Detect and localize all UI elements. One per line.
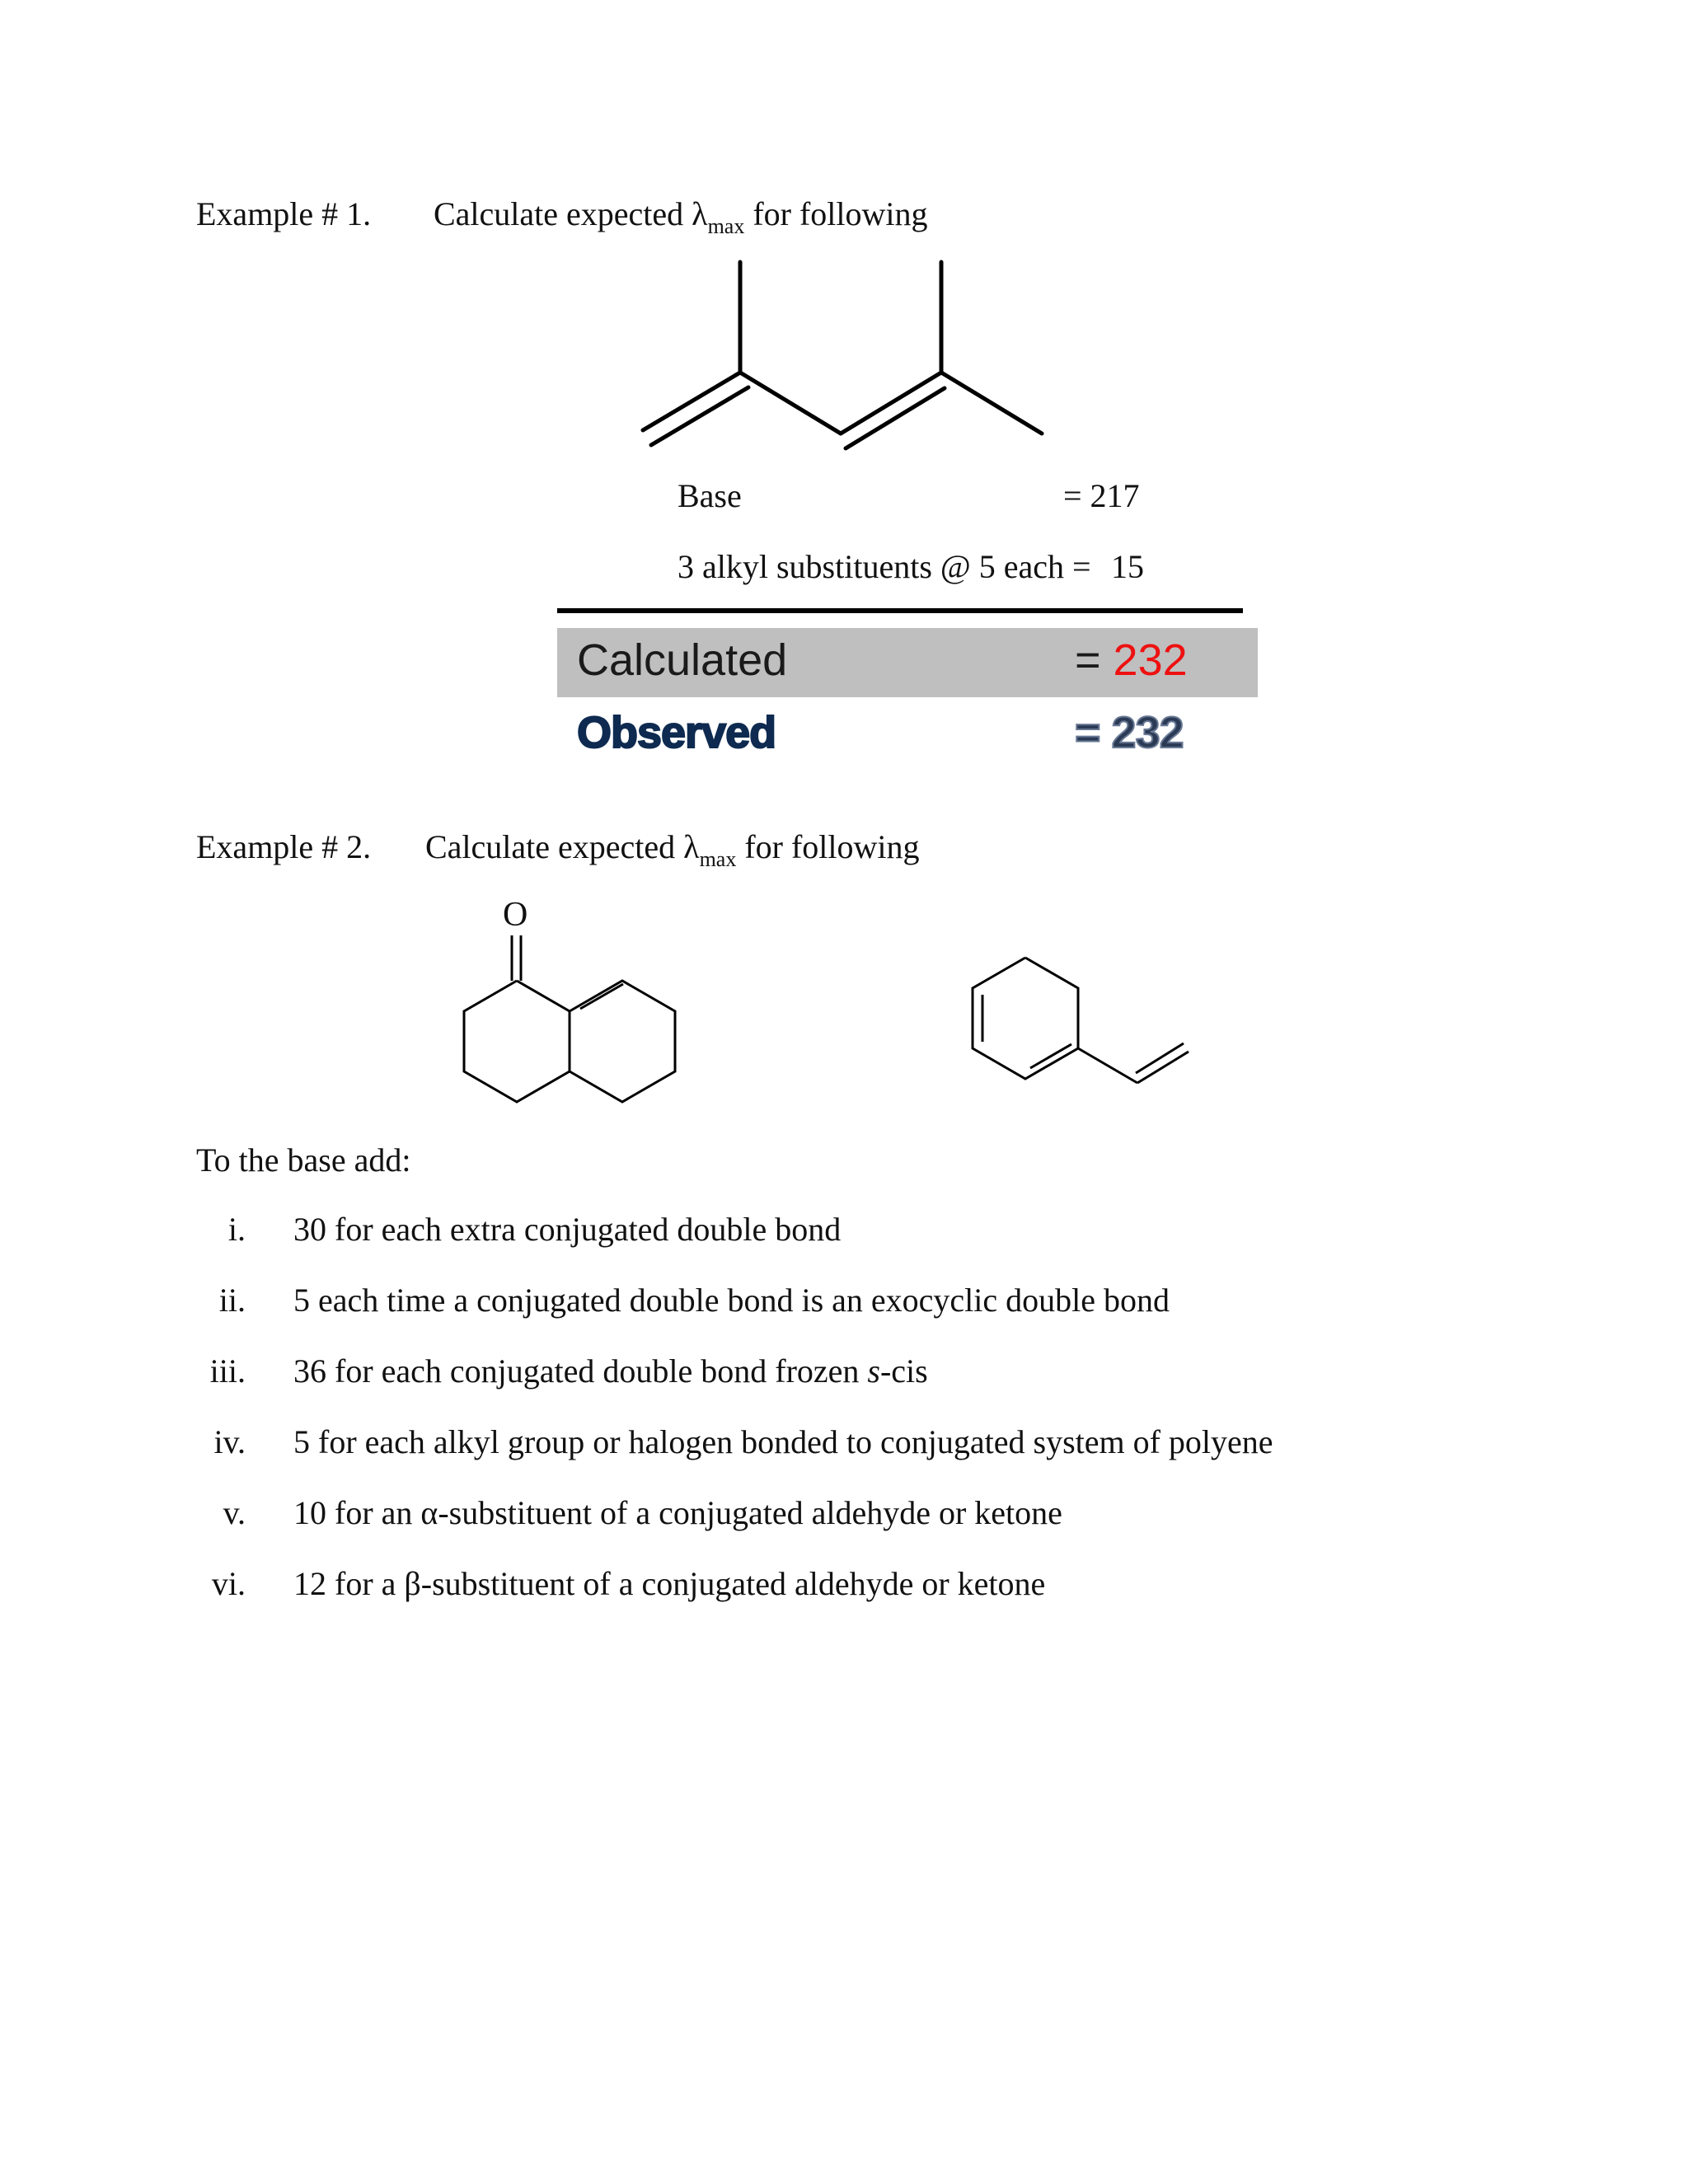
calculated-eq: =: [1075, 635, 1114, 685]
example2-label: Example # 2.: [196, 828, 372, 865]
rule-3-text: [293, 1352, 928, 1390]
ring-left: [464, 981, 570, 1102]
oxygen-atom-label: O: [503, 896, 528, 934]
calculated-label: Calculated: [577, 635, 788, 685]
calculated-result: [1075, 635, 1188, 686]
rule-2-text: 5 each time a conjugated double bond is an exocyclic double bond: [293, 1282, 1170, 1319]
base-value: = 217: [1063, 477, 1140, 514]
example2-prompt-sub: max: [699, 847, 737, 871]
rule-5-num: v.: [223, 1494, 246, 1531]
bond-center-double-b: [846, 388, 945, 448]
ring-cyclohexadiene: [973, 958, 1078, 1079]
example1-prompt-suffix: for following: [744, 195, 928, 232]
example1-label: Example # 1.: [196, 195, 372, 232]
example2-prompt: [425, 827, 920, 872]
example1-prompt: [434, 194, 928, 239]
observed-value: = 232: [1075, 708, 1184, 757]
bond-fusion-double: [580, 984, 623, 1009]
rule-2-num: ii.: [218, 1282, 246, 1319]
rule-5-text: 10 for an α-substituent of a conjugated aldehyde or ketone: [293, 1494, 1062, 1531]
bond-methyl-right: [941, 373, 1042, 434]
rule-3-text-post: -cis: [879, 1352, 928, 1390]
bond-vinyl-double-a: [1137, 1052, 1189, 1083]
bond-vinyl-single: [1078, 1048, 1137, 1083]
rule-3-text-pre: 36 for each conjugated double bond frozen: [293, 1352, 868, 1390]
calculated-value: 232: [1113, 635, 1188, 685]
ring-right: [570, 981, 675, 1102]
alkyl-label: 3 alkyl substituents @ 5 each =: [678, 548, 1091, 585]
rule-6-num: vi.: [211, 1565, 246, 1602]
example1-prompt-sub: max: [707, 214, 745, 238]
bond-vinyl-double-b: [1136, 1043, 1184, 1073]
sum-rule: [557, 608, 1243, 613]
bond-center-double-a: [841, 373, 941, 434]
rule-4-num: iv.: [213, 1423, 246, 1460]
example1-prompt-prefix: Calculate expected λ: [434, 195, 708, 232]
observed-label: Observed: [577, 708, 776, 757]
base-label: Base: [678, 477, 742, 514]
bond-center-left: [740, 373, 841, 434]
rule-6-text: 12 for a β-substituent of a conjugated aldehyde or ketone: [293, 1565, 1046, 1602]
bond-terminal-double-a: [643, 373, 740, 430]
rule-1-num: i.: [227, 1211, 246, 1248]
rules-heading: To the base add:: [196, 1141, 411, 1179]
rule-4-text: 5 for each alkyl group or halogen bonded to conjugated system of polyene: [293, 1423, 1273, 1460]
example2-prompt-prefix: Calculate expected λ: [425, 828, 700, 865]
example2-prompt-suffix: for following: [736, 828, 920, 865]
alkyl-value: 15: [1111, 548, 1144, 585]
rule-3-text-italic: s: [867, 1352, 880, 1390]
rule-3-num: iii.: [209, 1352, 246, 1390]
bond-terminal-double-b: [651, 387, 748, 445]
rule-1-text: 30 for each extra conjugated double bond: [293, 1211, 842, 1248]
bond-ring-double-bottom: [1030, 1044, 1071, 1068]
